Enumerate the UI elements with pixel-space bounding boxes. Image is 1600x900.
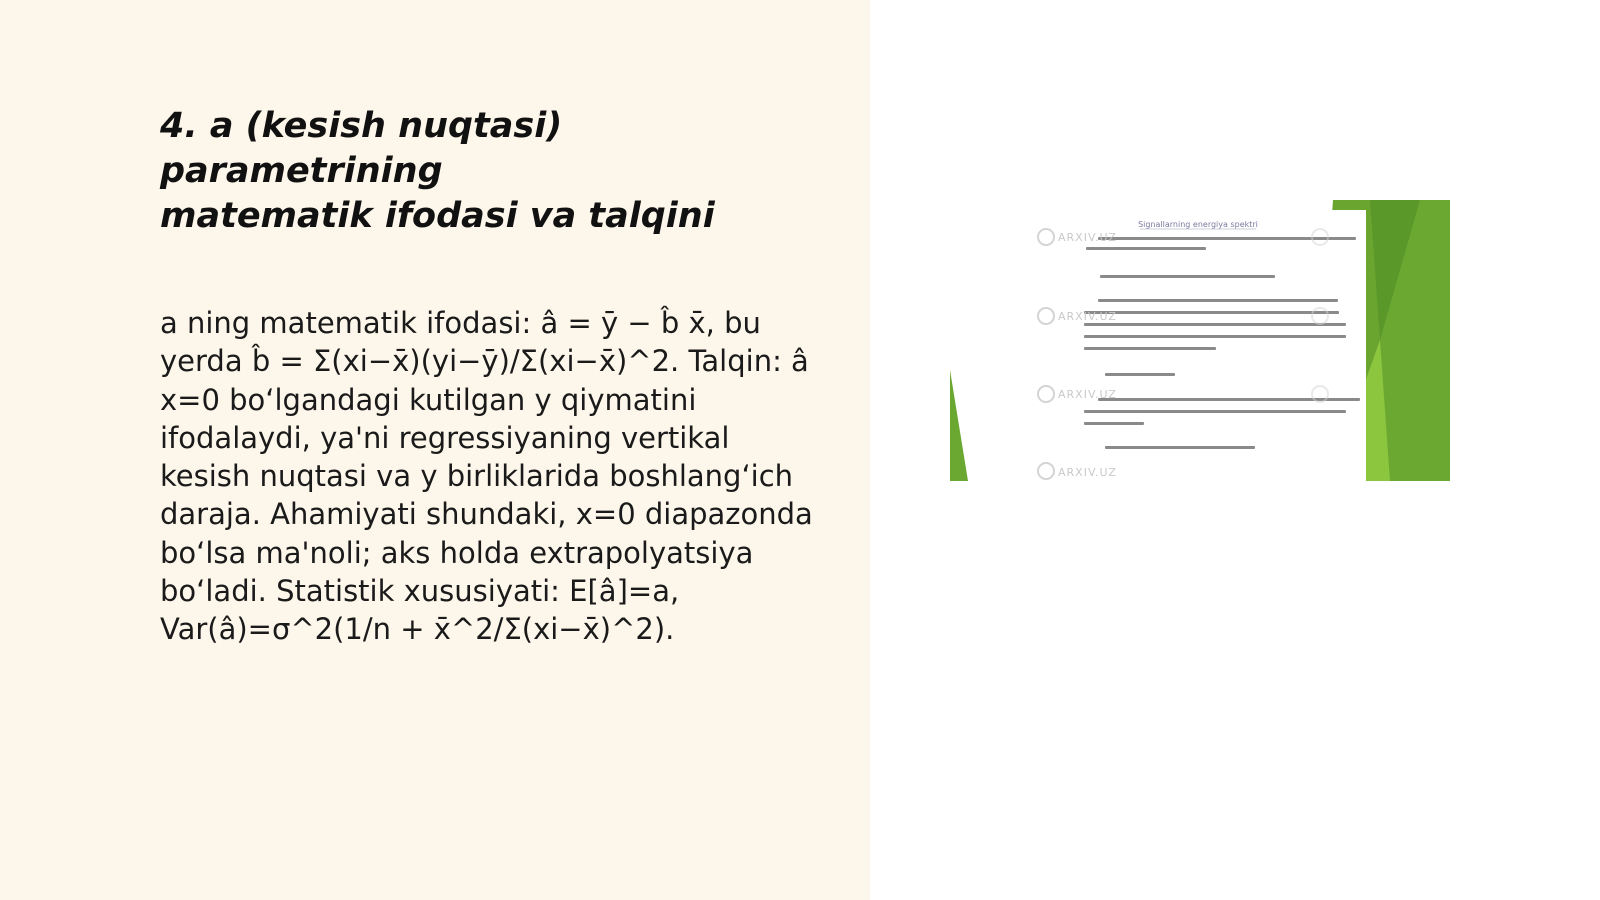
document-heading: Signallarning energiya spektri xyxy=(1138,220,1258,229)
body-line-6: daraja. Ahamiyati shundaki, x=0 diapazonda xyxy=(160,497,813,532)
slide-title xyxy=(160,104,840,239)
watermark-text: ARXIV.UZ xyxy=(1058,310,1117,323)
slide-title-line-2: matematik ifodasi va talqini xyxy=(160,196,715,236)
body-line-7: bo‘lsa ma'noli; aks holda extrapolyatsiya xyxy=(160,535,754,570)
green-shape-left xyxy=(950,370,968,481)
watermark-text: ARXIV.UZ xyxy=(1058,231,1117,244)
body-line-5: kesish nuqtasi va y birliklarida boshlang‘ich xyxy=(160,459,794,494)
body-line-9: Var(â)=σ^2(1/n + x̄^2/Σ(xi−x̄)^2). xyxy=(160,612,675,647)
body-line-8: bo‘ladi. Statistik xususiyati: E[â]=a, xyxy=(160,574,680,609)
document-page xyxy=(1030,210,1366,481)
watermark-text: ARXIV.UZ xyxy=(1058,466,1117,479)
thumbnail-graphic xyxy=(950,200,1450,481)
slide-body-text xyxy=(160,304,840,649)
slide-title-line-1: 4. a (kesish nuqtasi) parametrining xyxy=(160,106,563,191)
body-line-3: x=0 bo‘lgandagi kutilgan y qiymatini xyxy=(160,382,697,417)
body-line-4: ifodalaydi, ya'ni regressiyaning vertikal xyxy=(160,420,730,455)
document-thumbnail-image xyxy=(950,200,1450,481)
body-line-1: a ning matematik ifodasi: â = ȳ − b̂ x̄, bu xyxy=(160,306,761,340)
watermark-text: ARXIV.UZ xyxy=(1058,388,1117,401)
body-line-2: yerda b̂ = Σ(xi−x̄)(yi−ȳ)/Σ(xi−x̄)^2. Talqin: â xyxy=(160,344,809,379)
